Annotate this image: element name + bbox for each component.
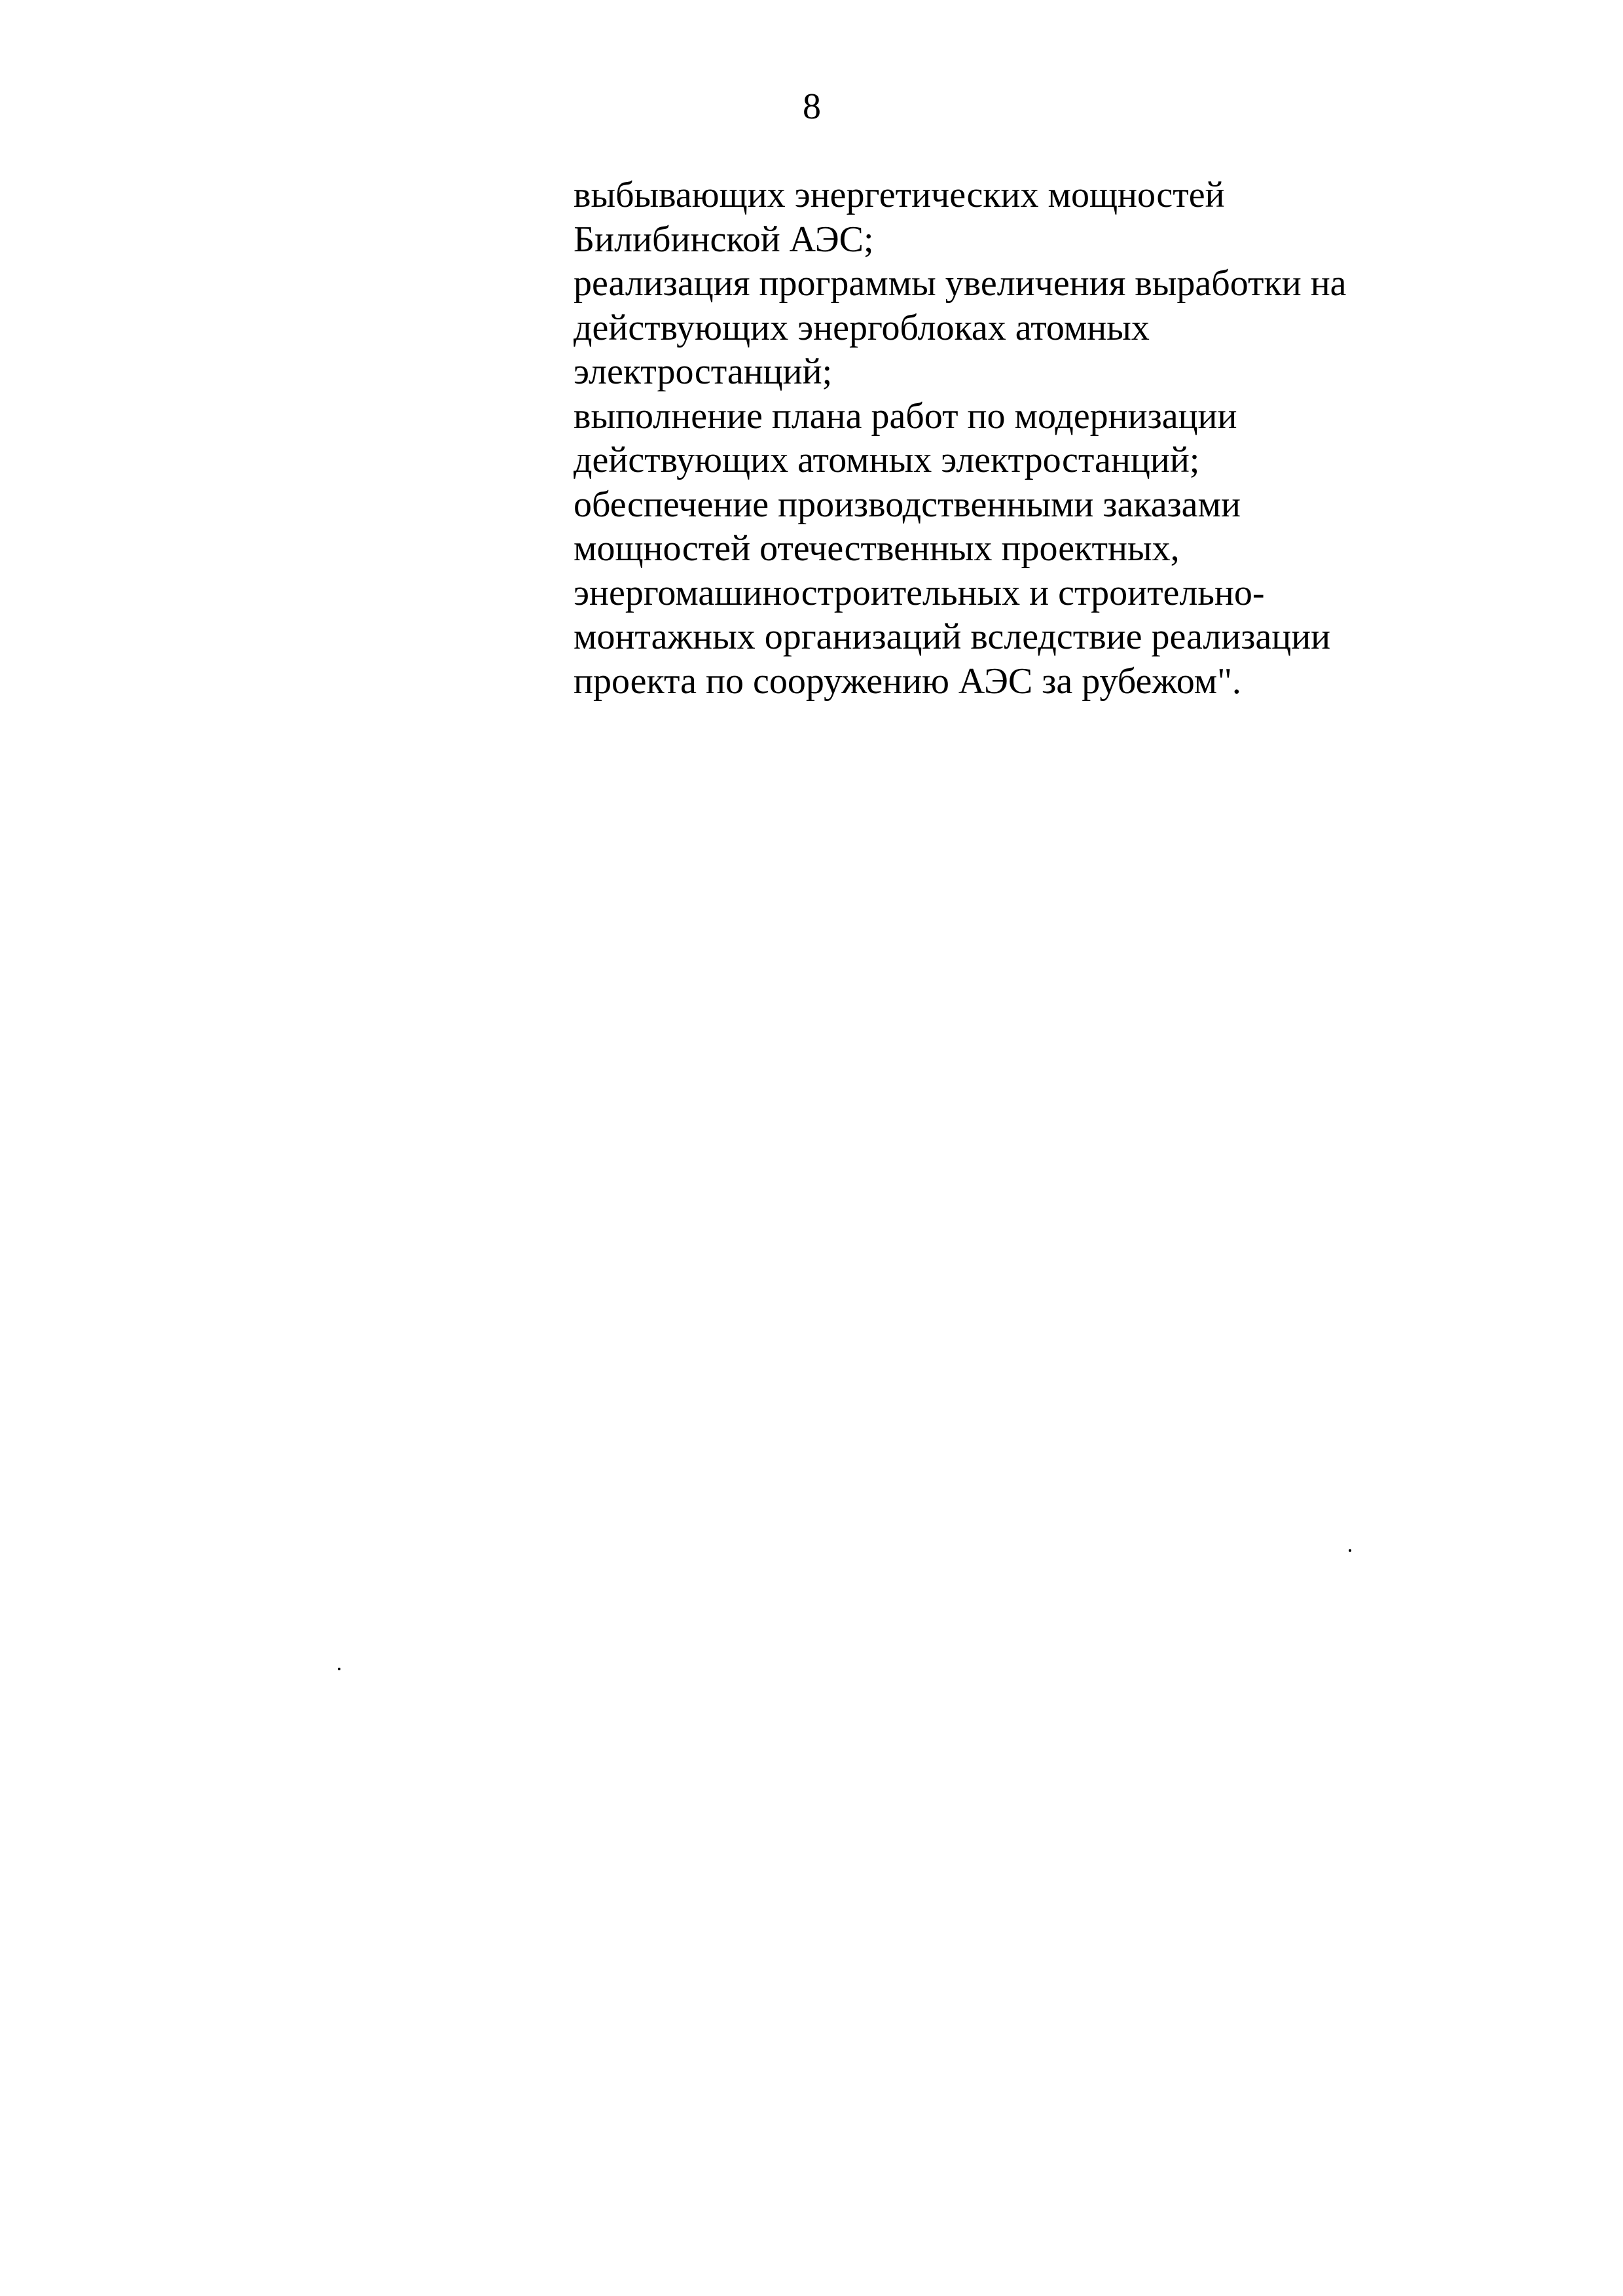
scan-speck (1349, 1549, 1351, 1552)
page-number: 8 (803, 86, 821, 127)
text-line: проекта по сооружению АЭС за рубежом". (574, 660, 1241, 702)
text-line: реализация программы увеличения выработки на (574, 263, 1347, 304)
text-line: монтажных организаций вследствие реализации (574, 617, 1331, 657)
text-line: действующих атомных электростанций; (574, 440, 1200, 480)
text-line: выбывающих энергетических мощностей (574, 175, 1225, 215)
text-line: мощностей отечественных проектных, (574, 528, 1180, 569)
text-line: действующих энергоблоках атомных (574, 307, 1150, 348)
text-line: энергомашиностроительных и строительно- (574, 572, 1265, 613)
text-line: Билибинской АЭС; (574, 219, 874, 260)
body-text (574, 173, 1464, 704)
text-line: обеспечение производственными заказами (574, 484, 1241, 525)
text-line: электростанций; (574, 351, 833, 392)
scan-speck (338, 1668, 340, 1670)
text-line: выполнение плана работ по модернизации (574, 395, 1237, 437)
